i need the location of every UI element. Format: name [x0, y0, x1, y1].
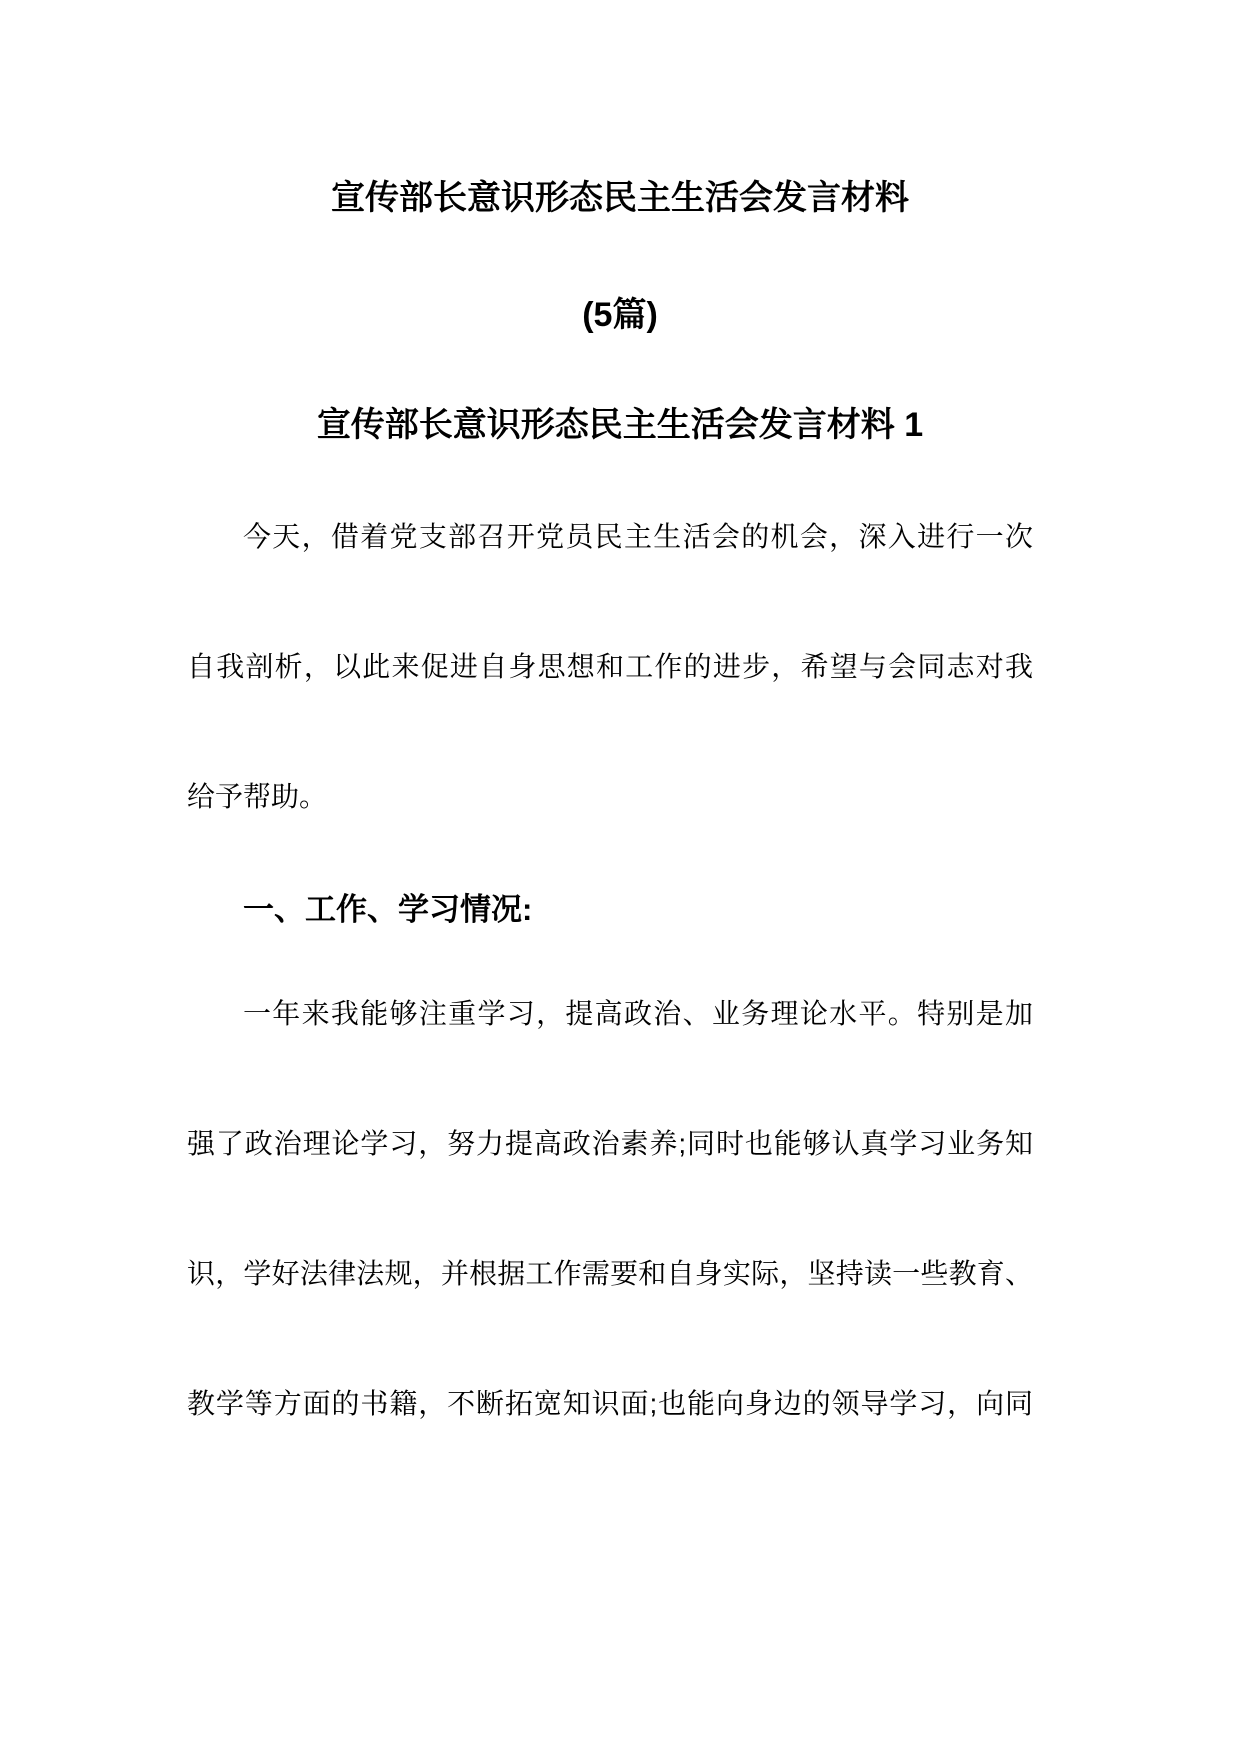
text-line: 识，学好法律法规，并根据工作需要和自身实际，坚持读一些教育、 [187, 1258, 1033, 1289]
document-main-title: 宣传部长意识形态民主生活会发言材料 [331, 179, 909, 217]
intro-paragraph [187, 519, 1033, 815]
text-line: 强了政治理论学习，努力提高政治素养;同时也能够认真学习业务知 [187, 1128, 1033, 1159]
text-line: 自我剖析，以此来促进自身思想和工作的进步，希望与会同志对我 [187, 651, 1033, 682]
section-title: 宣传部长意识形态民主生活会发言材料 1 [316, 406, 924, 444]
work-study-paragraph [187, 996, 1033, 1422]
work-study-heading: 一、工作、学习情况: [243, 892, 533, 927]
piece-count-label: (5篇) [582, 296, 658, 334]
text-line: 今天，借着党支部召开党员民主生活会的机会，深入进行一次 [243, 521, 1033, 552]
text-line: 给予帮助。 [187, 781, 328, 812]
text-line: 教学等方面的书籍，不断拓宽知识面;也能向身边的领导学习，向同 [187, 1388, 1033, 1419]
text-line: 一年来我能够注重学习，提高政治、业务理论水平。特别是加 [243, 998, 1033, 1029]
